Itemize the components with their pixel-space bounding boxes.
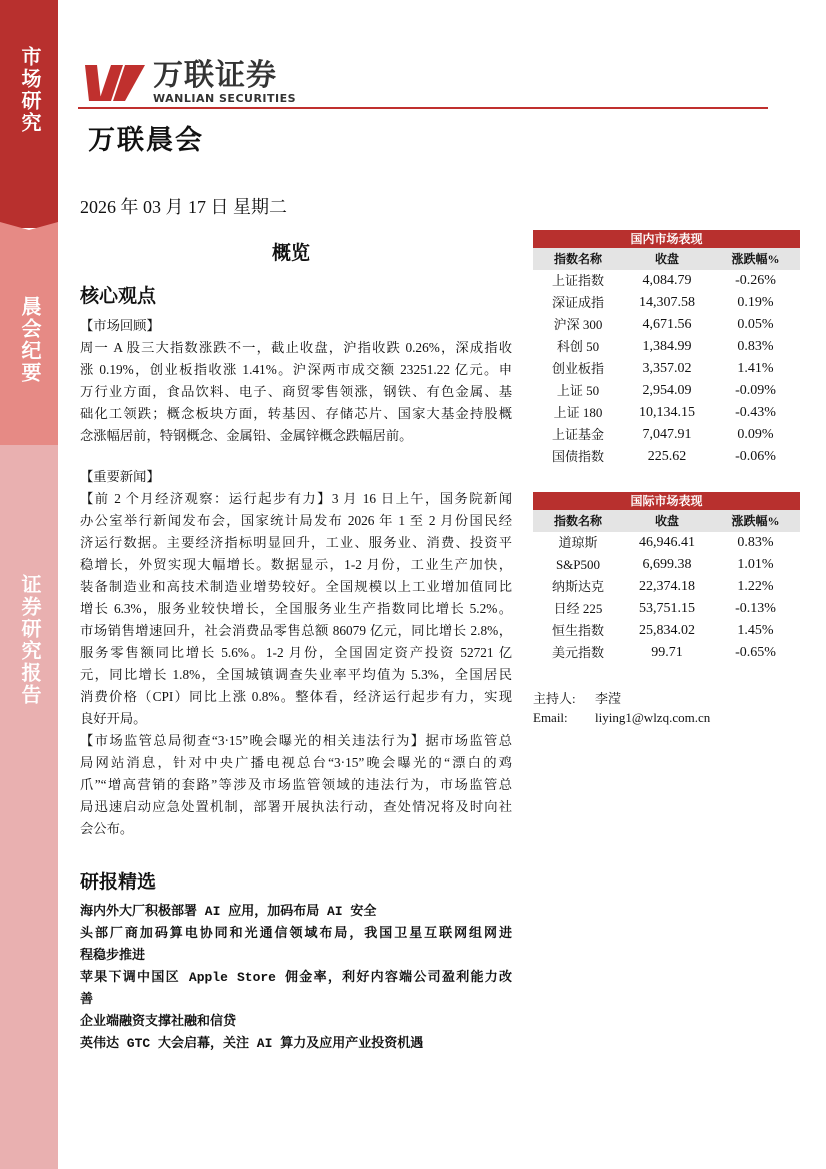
table-cell: 沪深 300: [553, 317, 603, 332]
sidebar-light-pink: [0, 445, 58, 1169]
text-line: 稳增长，外贸实现大幅增长。数据显示，1-2 月份，工业生产加快，: [80, 557, 512, 572]
table-cell: 3,357.02: [642, 361, 692, 376]
table-title: 国内市场表现: [533, 230, 800, 248]
table-cell: 上证 180: [553, 405, 603, 420]
header-divider: [78, 107, 768, 109]
table-title: 国际市场表现: [533, 492, 800, 510]
text-line: 服务零售额同比增长 5.6%。1-2 月份，全国固定资产投资 52721 亿: [80, 645, 512, 660]
email-info: [533, 710, 710, 726]
reports-list: [80, 901, 512, 1055]
table-cell: -0.26%: [735, 273, 776, 288]
text-line: 元，同比增长 1.8%，全国城镇调查失业率平均值为 5.3%，全国居民: [80, 667, 512, 682]
table-cell: -0.06%: [735, 449, 776, 464]
table-row: [533, 292, 800, 314]
table-cell: 深证成指: [551, 295, 604, 310]
logo-w-icon: [85, 61, 147, 105]
text-line: 头部厂商加码算电协同和光通信领域布局，我国卫星互联网组网进: [80, 926, 512, 941]
table-cell: 99.71: [651, 645, 683, 660]
table-cell: 1.01%: [737, 557, 774, 572]
table-row: [533, 532, 800, 554]
domestic-market-table: [533, 230, 800, 468]
table-cell: -0.09%: [735, 383, 776, 398]
table-cell: 2,954.09: [642, 383, 692, 398]
text-line: 善: [80, 992, 94, 1007]
international-market-table: [533, 492, 800, 664]
text-line: 消费价格（CPI）同比上涨 0.8%。整体看，经济运行起步有力，实现: [80, 689, 512, 704]
table-cell: 53,751.15: [639, 601, 695, 616]
text-line: 爪”“增高营销的套路”等涉及市场监管领域的违法行为，市场监管总: [80, 777, 512, 792]
table-cell: 6,699.38: [642, 557, 692, 572]
company-logo: [85, 60, 296, 105]
text-line: 局迅速启动应急处置机制，部署开展执法行动，查处情况将及时向社: [80, 799, 512, 814]
page-title: 万联晨会: [88, 125, 204, 155]
table-cell: 道琼斯: [558, 535, 598, 550]
table-cell: 创业板指: [551, 361, 604, 376]
text-line: 局网站消息，针对中央广播电视总台“3·15”晚会曝光的“漂白的鸡: [80, 755, 512, 770]
table-cell: -0.43%: [735, 405, 776, 420]
column-header: 涨跌幅%: [731, 514, 780, 528]
table-cell: 恒生指数: [551, 623, 604, 638]
text-line: 济运行数据。主要经济指标明显回升，工业、服务业、消费、投资平: [80, 535, 512, 550]
column-header: 收盘: [654, 514, 679, 528]
text-line: 装备制造业和高技术制造业增势较好。全国规模以上工业增加值同比: [80, 579, 512, 594]
sidebar-label-market-research: 市场研究: [18, 46, 40, 134]
table-cell: 0.19%: [737, 295, 774, 310]
email-label: Email:: [533, 710, 568, 725]
table-cell: 4,671.56: [642, 317, 692, 332]
text-line: 企业端融资支撑社融和信贷: [80, 1014, 237, 1029]
sidebar-label-research-report: 证券研究报告: [18, 574, 40, 706]
text-line: 周一 A 股三大指数涨跌不一，截止收盘，沪指收跌 0.26%，深成指收: [80, 340, 512, 355]
logo-cn-text: 万联证券: [153, 58, 277, 93]
table-row: [533, 336, 800, 358]
text-line: 会公布。: [80, 821, 134, 836]
market-review-section: [80, 315, 512, 447]
table-cell: 22,374.18: [639, 579, 695, 594]
table-row: [533, 402, 800, 424]
text-line: 良好开局。: [80, 711, 147, 726]
overview-heading: 概览: [272, 243, 311, 264]
host-info: [533, 688, 621, 707]
table-header: [533, 248, 800, 270]
table-cell: 1,384.99: [642, 339, 692, 354]
table-row: [533, 446, 800, 468]
table-cell: 225.62: [647, 449, 687, 464]
table-cell: 1.41%: [737, 361, 774, 376]
text-line: 【市场监管总局彻查“3·15”晚会曝光的相关违法行为】据市场监管总: [80, 733, 512, 748]
market-review-label: 【市场回顾】: [80, 318, 160, 333]
text-line: 万行业方面，食品饮料、电子、商贸零售领涨，钢铁、有色金属、基: [80, 384, 512, 399]
table-cell: 1.22%: [737, 579, 774, 594]
table-cell: 上证 50: [556, 383, 600, 398]
table-cell: 日经 225: [553, 601, 603, 616]
text-line: 【前 2 个月经济观察：运行起步有力】3 月 16 日上午，国务院新闻: [80, 491, 512, 506]
table-row: [533, 642, 800, 664]
table-row: [533, 270, 800, 292]
text-line: 念涨幅居前，特钢概念、金属铅、金属锌概念跌幅居前。: [80, 428, 413, 443]
news-label: 【重要新闻】: [80, 469, 160, 484]
table-cell: -0.65%: [735, 645, 776, 660]
logo-en-text: WANLIAN SECURITIES: [153, 92, 297, 105]
email-address[interactable]: liying1@wlzq.com.cn: [595, 710, 711, 725]
table-row: [533, 576, 800, 598]
table-cell: 国债指数: [551, 449, 604, 464]
report-date: 2026 年 03 月 17 日 星期二: [80, 197, 287, 217]
column-header: 指数名称: [553, 252, 602, 266]
table-cell: 46,946.41: [639, 535, 695, 550]
text-line: 涨 0.19%，创业板指收涨 1.41%。沪深两市成交额 23251.22 亿元。申: [80, 362, 512, 377]
table-row: [533, 598, 800, 620]
table-header: [533, 510, 800, 532]
table-cell: S&P500: [555, 557, 601, 572]
table-cell: 上证指数: [551, 273, 604, 288]
news-section: [80, 466, 512, 840]
text-line: 程稳步推进: [80, 948, 146, 963]
table-cell: 4,084.79: [642, 273, 692, 288]
table-cell: 1.45%: [737, 623, 774, 638]
table-cell: 0.09%: [737, 427, 774, 442]
table-cell: 7,047.91: [642, 427, 692, 442]
text-line: 办公室举行新闻发布会，国家统计局发布 2026 年 1 至 2 月份国民经: [80, 513, 512, 528]
table-cell: 0.83%: [737, 339, 774, 354]
column-header: 收盘: [654, 252, 679, 266]
table-row: [533, 620, 800, 642]
column-header: 涨跌幅%: [731, 252, 780, 266]
table-cell: 美元指数: [551, 645, 604, 660]
sidebar-label-morning-minutes: 晨会纪要: [18, 296, 40, 384]
table-cell: 14,307.58: [639, 295, 695, 310]
table-cell: 10,134.15: [639, 405, 695, 420]
core-views-heading: 核心观点: [80, 286, 157, 307]
reports-heading: 研报精选: [80, 872, 157, 893]
table-cell: 纳斯达克: [551, 579, 604, 594]
text-line: 苹果下调中国区 Apple Store 佣金率，利好内容端公司盈利能力改: [80, 970, 512, 985]
text-line: 英伟达 GTC 大会启幕，关注 AI 算力及应用产业投资机遇: [80, 1036, 424, 1051]
host-name: 李滢: [595, 691, 622, 706]
table-row: [533, 554, 800, 576]
table-row: [533, 358, 800, 380]
table-cell: 上证基金: [551, 427, 604, 442]
text-line: 增长 6.3%，服务业较快增长，全国服务业生产指数同比增长 5.2%。: [80, 601, 512, 616]
table-cell: 25,834.02: [639, 623, 695, 638]
text-line: 海内外大厂积极部署 AI 应用，加码布局 AI 安全: [80, 904, 377, 919]
table-cell: 0.05%: [737, 317, 774, 332]
text-line: 市场销售增速回升，社会消费品零售总额 86079 亿元，同比增长 2.8%，: [80, 623, 512, 638]
table-row: [533, 314, 800, 336]
host-label: 主持人:: [533, 691, 576, 706]
table-row: [533, 380, 800, 402]
table-cell: -0.13%: [735, 601, 776, 616]
text-line: 础化工领跌；概念板块方面，转基因、存储芯片、国家大基金持股概: [80, 406, 512, 421]
column-header: 指数名称: [553, 514, 602, 528]
table-cell: 0.83%: [737, 535, 774, 550]
table-row: [533, 424, 800, 446]
table-cell: 科创 50: [556, 339, 600, 354]
